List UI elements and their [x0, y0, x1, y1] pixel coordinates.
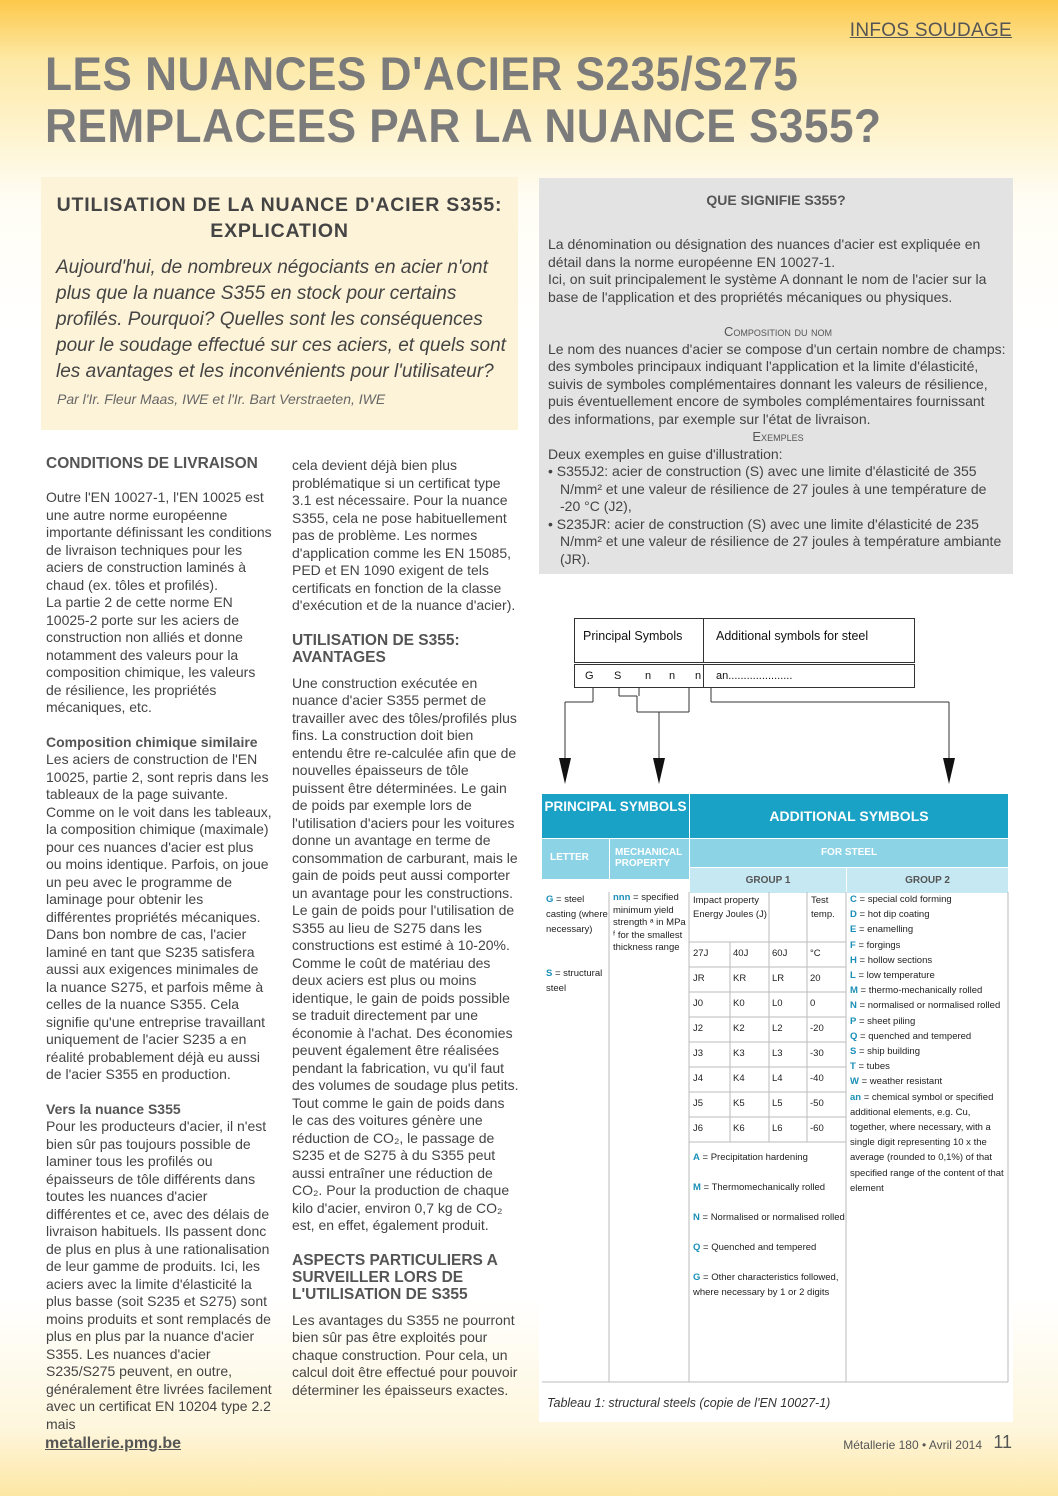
- byline: Par l'Ir. Fleur Maas, IWE et l'Ir. Bart Verstraeten, IWE: [57, 391, 386, 407]
- paragraph: Le gain de poids pour l'utilisation de S355 au lieu de S275 dans les constructions est estimé à 10-20%. Comme le coût de matériau des deux aciers est plus ou moins identique, le gain de poids possible se traduit directement par une économie à l'achat. Des économies peuvent également être réalisées pendant la fabrication, vu qu'il faut des volumes de soudage plus petits. Tout comme le gain de poids dans le cas des voitures génère une réduction de CO₂, le passage de S235 et de S275 à du S355 peut aussi entraîner une réduction de CO₂. Pour la production de chaque kilo d'acier, environ 0,7 kg de CO₂ est, en effet, également produit.: [292, 902, 519, 1233]
- energy-cell: L0: [772, 998, 783, 1009]
- paragraph: Deux exemples en guise d'illustration:: [548, 445, 783, 462]
- intro-lead: Aujourd'hui, de nombreux négociants en acier n'ont plus que la nuance S355 en stock pour certains profilés. Pourquoi? Quelles sont les conséquences pour le soudage effectué sur ces aciers, et quels sont les avantages et les inconvénients pour l'utilisateur?: [56, 257, 506, 382]
- subheading: Composition chimique similaire: [46, 733, 258, 750]
- footer-issue: Métallerie 180 • Avril 2014: [843, 1438, 982, 1452]
- paragraph: La partie 2 de cette norme EN 10025-2 porte sur les aciers de construction non alliés et donne notamment des valeurs pour la composition chimique, les valeurs de résilience, les propriétés mécaniques, etc.: [46, 594, 256, 715]
- energy-cell: K6: [733, 1123, 745, 1134]
- intro-box: [41, 177, 518, 430]
- energy-cell: L3: [772, 1048, 783, 1059]
- group2-list: [850, 892, 1006, 1196]
- letter-g: G = steel casting (where necessary): [546, 894, 608, 935]
- principal-symbols-box: [574, 618, 704, 663]
- code-box: [574, 664, 704, 688]
- code-box-additional: [703, 664, 915, 688]
- paragraph: cela devient déjà bien plus problématique si un certificat type 3.1 est nécessaire. Pour la nuance S355, cela ne pose habituellement pas de problème. Les normes d'application comme les EN 15085, PED et EN 1090 exigent de tels certificats en fonction de la classe d'exécution et de la nuance d'acier).: [292, 457, 516, 613]
- heading-aspects: ASPECTS PARTICULIERS A SURVEILLER LORS DE L'UTILISATION DE S355: [292, 1251, 498, 1303]
- page-number: 11: [993, 1432, 1012, 1452]
- footer-url[interactable]: metallerie.pmg.be: [45, 1435, 182, 1452]
- group1-item: M = Thermomechanically rolled: [693, 1182, 826, 1193]
- group2-item: T = tubes: [850, 1061, 890, 1073]
- group2-item: E = enamelling: [850, 924, 914, 936]
- energy-cell: -40: [810, 1073, 824, 1084]
- energy-cell: K5: [733, 1098, 745, 1109]
- group2-item: D = hot dip coating: [850, 909, 930, 921]
- group1-item: A = Precipitation hardening: [693, 1152, 808, 1163]
- column-2: [292, 457, 519, 1399]
- energy-cell: L5: [772, 1098, 783, 1109]
- th-mechanical: MECHANICAL PROPERTY: [610, 839, 689, 879]
- energy-cell: -30: [810, 1048, 824, 1059]
- energy-cell: L6: [772, 1123, 783, 1134]
- section-tag: INFOS SOUDAGE: [849, 20, 1012, 41]
- paragraph: Les avantages du S355 ne pourront bien sûr pas être exploités pour chaque construction. Pour cela, un calcul doit être effectué pour pouvoir déterminer les épaisseurs exactes.: [292, 1311, 518, 1398]
- paragraph: Le nom des nuances d'acier se compose d'un certain nombre de champs: des symboles principaux indiquant l'application et la limite d'élasticité, suivis de symboles complémentaires donnant les valeurs de résilience, puis éventuellement encore de symboles complémentaires fournissant des informations, par exemple sur l'état de livraison.: [548, 340, 1006, 427]
- subheading: Vers la nuance S355: [46, 1100, 181, 1117]
- energy-cell: 60J: [772, 948, 788, 959]
- th-group1: GROUP 1: [690, 868, 846, 893]
- energy-cell: 27J: [693, 948, 709, 959]
- headline: LES NUANCES D'ACIER S235/S275 REMPLACEES PAR LA NUANCE S355?: [45, 47, 882, 152]
- energy-cell: K0: [733, 998, 745, 1009]
- heading-livraison: CONDITIONS DE LIVRAISON: [46, 455, 258, 472]
- energy-cell: J2: [693, 1023, 704, 1034]
- bullet-item: • S355J2: acier de construction (S) avec une limite d'élasticité de 355 N/mm² et une valeur de résilience de 27 joules à une température de -20 °C (J2),: [548, 463, 987, 514]
- energy-cell: KR: [733, 973, 747, 984]
- panel-subheading: Exemples: [752, 429, 804, 444]
- designation-figure: [539, 574, 1013, 1422]
- group1-delivery-list: [693, 1150, 845, 1315]
- test-temp: Test temp.: [811, 895, 835, 920]
- group2-item: S = ship building: [850, 1046, 920, 1058]
- arrow-diagram: [539, 574, 1013, 804]
- column-1: [46, 455, 272, 1433]
- impact-label: Impact property Energy Joules (J): [693, 895, 767, 920]
- group2-item: L = low temperature: [850, 970, 935, 982]
- code-char: n: [669, 670, 676, 682]
- group1-item: G = Other characteristics followed, where necessary by 1 or 2 digits: [693, 1272, 839, 1298]
- paragraph: Pour les producteurs d'acier, il n'est bien sûr pas toujours possible de laminer tous les profilés ou épaisseurs de tôle différents dans toutes les nuances d'acier différentes et ce, avec des délais de livraison habituels. Ils passent donc de plus en plus à une rationalisation de leur gamme de produits. Ici, les aciers avec la limite d'élasticité la plus basse (soit S235 et S275) sont moins produits et sont remplacés de plus en plus par la nuance d'acier S355. Les nuances d'acier S235/S275 peuvent, en outre, généralement être livrées facilement avec un certificat EN 10204 type 2.2 mais: [46, 1118, 272, 1432]
- energy-cell: J5: [693, 1098, 704, 1109]
- code-char: n: [695, 670, 702, 682]
- group2-item: M = thermo-mechanically rolled: [850, 985, 983, 997]
- th-letter: LETTER: [542, 839, 609, 879]
- paragraph: Ici, on suit principalement le système A donnant le nom de l'acier sur la base de l'application et des propriétés mécaniques ou physiques.: [548, 271, 987, 305]
- sidebar-panel: [539, 178, 1013, 574]
- group2-item: N = normalised or normalised rolled: [850, 1000, 1001, 1012]
- group1-item: N = Normalised or normalised rolled: [693, 1212, 845, 1223]
- energy-cell: K2: [733, 1023, 745, 1034]
- th-for-steel: FOR STEEL: [690, 839, 1008, 867]
- energy-cell: JR: [693, 973, 705, 984]
- group2-item: an = chemical symbol or specified additional elements, e.g. Cu, together, where necessary, with a single digit representing 10 x the average (rounded to 0,1%) of that specified range of the content of that element: [850, 1091, 1004, 1194]
- energy-cell: L4: [772, 1073, 783, 1084]
- energy-cell: L2: [772, 1023, 783, 1034]
- group2-item: P = sheet piling: [850, 1015, 916, 1027]
- energy-cell: K4: [733, 1073, 745, 1084]
- energy-cell: LR: [772, 973, 785, 984]
- energy-cell: 0: [810, 998, 816, 1009]
- intro-title: UTILISATION DE LA NUANCE D'ACIER S355: EXPLICATION: [56, 194, 503, 242]
- energy-cell: -60: [810, 1123, 824, 1134]
- th-principal: PRINCIPAL SYMBOLS: [542, 794, 689, 838]
- energy-cell: 20: [810, 973, 821, 984]
- energy-cell: °C: [810, 948, 821, 959]
- energy-cell: J4: [693, 1073, 704, 1084]
- mechanical-nnn: nnn = specified minimum yield strength ᵃ in MPa ᶠ for the smallest thickness range: [613, 892, 686, 953]
- heading-avantages: UTILISATION DE S355: AVANTAGES: [292, 631, 460, 666]
- th-group2: GROUP 2: [847, 868, 1008, 893]
- energy-cell: J0: [693, 998, 704, 1009]
- energy-cell: K3: [733, 1048, 745, 1059]
- paragraph: Outre l'EN 10027-1, l'EN 10025 est une autre norme européenne importante définissant les conditions de livraison techniques pour les aciers de construction laminés à chaud (ex. tôles et profilés).: [46, 489, 272, 593]
- group1-item: Q = Quenched and tempered: [693, 1242, 817, 1253]
- energy-cell: -20: [810, 1023, 824, 1034]
- panel-subheading: Composition du nom: [723, 324, 833, 339]
- box-label: Additional symbols for steel: [716, 629, 869, 643]
- letter-s: S = structural steel: [546, 968, 603, 994]
- energy-cell: 40J: [733, 948, 749, 959]
- energy-cell: -50: [810, 1098, 824, 1109]
- group2-item: F = forgings: [850, 939, 901, 951]
- figure-caption: Tableau 1: structural steels (copie de l'EN 10027-1): [547, 1396, 831, 1410]
- group2-item: Q = quenched and tempered: [850, 1030, 972, 1042]
- box-label: Principal Symbols: [583, 629, 683, 643]
- code-char: G: [585, 670, 594, 682]
- code-char: S: [614, 670, 622, 682]
- energy-cell: J6: [693, 1123, 704, 1134]
- paragraph: Une construction exécutée en nuance d'acier S355 permet de travailler avec des tôles/profilés plus fins. La construction doit bien entendu être re-calculée afin que de nouvelles épaisseurs de tôle puissent être déterminées. Le gain de poids par exemple lors de l'utilisation d'aciers pour les voitures donne un avantage en terme de consommation de carburant, mais le gain de poids peut aussi comporter un avantage pour les constructions.: [292, 674, 518, 901]
- group2-item: C = special cold forming: [850, 894, 952, 905]
- group2-item: H = hollow sections: [850, 954, 933, 966]
- additional-symbols-box: [703, 618, 915, 663]
- th-additional: ADDITIONAL SYMBOLS: [690, 794, 1008, 838]
- panel-title: QUE SIGNIFIE S355?: [706, 192, 846, 208]
- bullet-item: • S235JR: acier de construction (S) avec une limite d'élasticité de 235 N/mm² et une valeur de résilience de 27 joules à température ambiante (JR).: [548, 515, 1002, 567]
- paragraph: La dénomination ou désignation des nuances d'acier est expliquée en détail dans la norme européenne EN 10027-1.: [548, 236, 981, 270]
- energy-cell: J3: [693, 1048, 704, 1059]
- code-char: an.....................: [716, 670, 793, 682]
- paragraph: Les aciers de construction de l'EN 10025, partie 2, sont repris dans les tableaux de la page suivante. Comme on le voit dans les tableaux, la composition chimique (maximale) pour ces nuances d'acier est plus ou moins identique. Parfois, on joue un peu avec le programme de laminage pour obtenir les différentes propriétés mécaniques. Dans bon nombre de cas, l'acier laminé en tant que S235 satisfera aussi aux exigences minimales de la nuance S275, et parfois même à celles de la nuance S355. Cela signifie qu'une entreprise travaillant uniquement de l'acier S235 a en réalité probablement déjà eu aussi de l'acier S355 en production.: [46, 751, 272, 1082]
- group2-item: W = weather resistant: [850, 1076, 943, 1088]
- code-char: n: [645, 670, 652, 682]
